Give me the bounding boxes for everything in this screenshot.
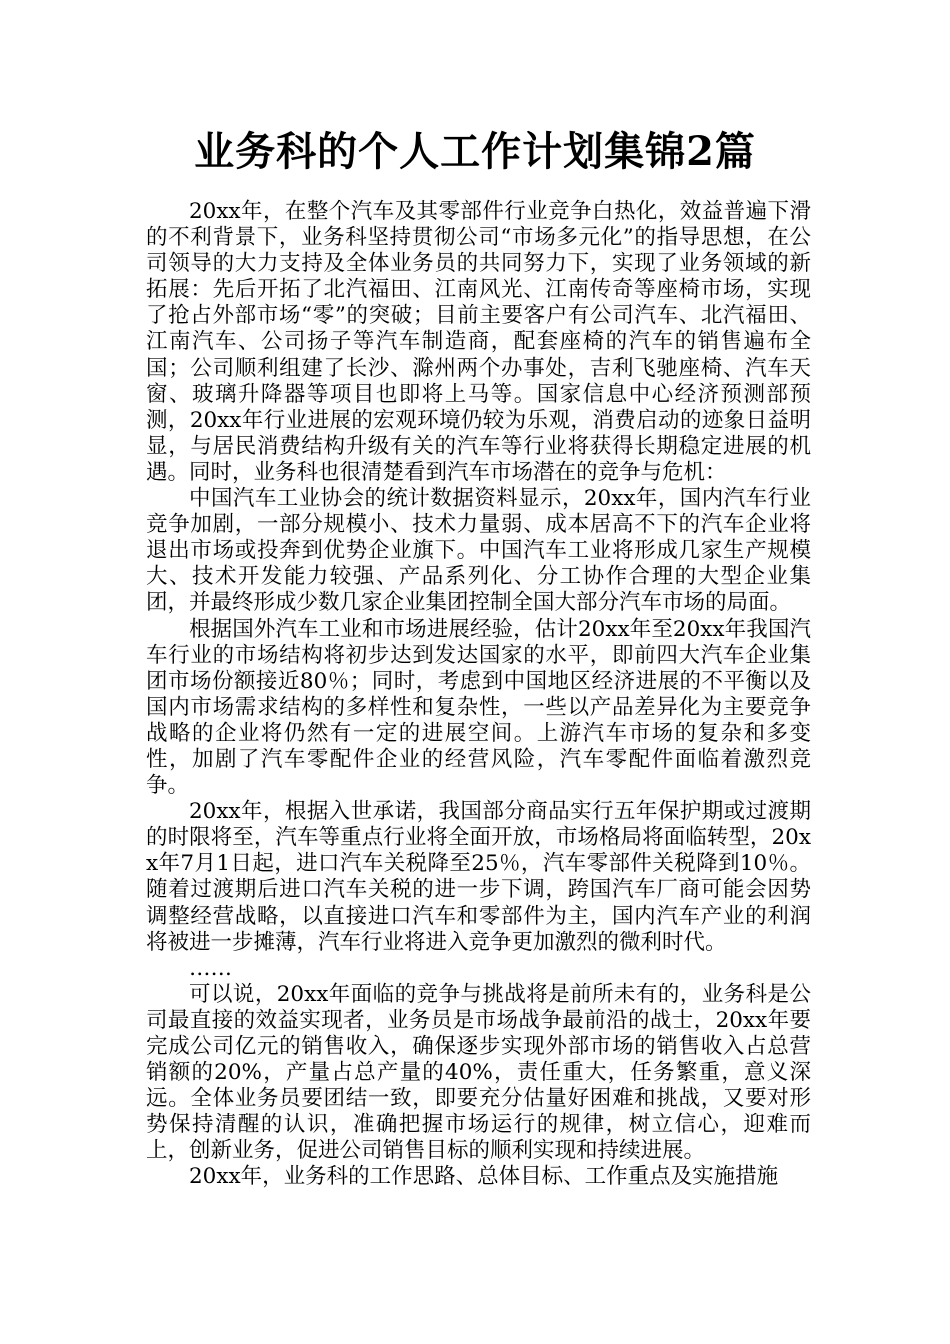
document-title: 业务科的个人工作计划集锦2篇 bbox=[194, 128, 756, 175]
paragraph-4: 20xx年，根据入世承诺，我国部分商品实行五年保护期或过渡期的时限将至，汽车等重点行业将全面开放，市场格局将面临转型，20xx年7月1日起，进口汽车关税降至25％，汽车零部件关税降到10％。随着过渡期后进口汽车关税的进一步下调，跨国汽车厂商可能会因势调整经营战略，以直接进口汽车和零部件为主，国内汽车产业的利润将被进一步摊薄，汽车行业将进入竞争更加激烈的微利时代。 bbox=[146, 799, 811, 955]
paragraph-6: 20xx年，业务科的工作思路、总体目标、工作重点及实施措施 bbox=[189, 1164, 779, 1190]
ellipsis-line: …… bbox=[189, 955, 232, 981]
paragraph-5: 可以说，20xx年面临的竞争与挑战将是前所未有的，业务科是公司最直接的效益实现者，业务员是市场战争最前沿的战士，20xx年要完成公司亿元的销售收入，确保逐步实现外部市场的销售收入占总营销额的20%，产量占总产量的40%，责任重大，任务繁重，意义深远。全体业务员要团结一致，即要充分估量好困难和挑战，又要对形势保持清醒的认识，准确把握市场运行的规律，树立信心，迎难而上，创新业务，促进公司销售目标的顺利实现和持续进展。 bbox=[146, 981, 811, 1164]
document-body bbox=[146, 199, 811, 1191]
paragraph-1: 20xx年，在整个汽车及其零部件行业竞争白热化，效益普遍下滑的不利背景下，业务科坚持贯彻公司“市场多元化”的指导思想，在公司领导的大力支持及全体业务员的共同努力下，实现了业务领域的新拓展：先后开拓了北汽福田、江南风光、江南传奇等座椅市场，实现了抢占外部市场“零”的突破；目前主要客户有公司汽车、北汽福田、江南汽车、公司扬子等汽车制造商，配套座椅的汽车的销售遍布全国；公司顺利组建了长沙、滁州两个办事处，吉利飞驰座椅、汽车天窗、玻璃升降器等项目也即将上马等。国家信息中心经济预测部预测，20xx年行业进展的宏观环境仍较为乐观，消费启动的迹象日益明显，与居民消费结构升级有关的汽车等行业将获得长期稳定进展的机遇。同时，业务科也很清楚看到汽车市场潜在的竞争与危机： bbox=[146, 199, 811, 485]
paragraph-3: 根据国外汽车工业和市场进展经验，估计20xx年至20xx年我国汽车行业的市场结构将初步达到发达国家的水平，即前四大汽车企业集团市场份额接近80％；同时，考虑到中国地区经济进展的不平衡以及国内市场需求结构的多样性和复杂性，一些以产品差异化为主要竞争战略的企业将仍然有一定的进展空间。上游汽车市场的复杂和多变性，加剧了汽车零配件企业的经营风险，汽车零配件面临着激烈竞争。 bbox=[146, 616, 811, 799]
paragraph-2: 中国汽车工业协会的统计数据资料显示，20xx年，国内汽车行业竞争加剧，一部分规模小、技术力量弱、成本居高不下的汽车企业将退出市场或投奔到优势企业旗下。中国汽车工业将形成几家生产规模大、技术开发能力较强、产品系列化、分工协作合理的大型企业集团，并最终形成少数几家企业集团控制全国大部分汽车市场的局面。 bbox=[146, 486, 811, 616]
